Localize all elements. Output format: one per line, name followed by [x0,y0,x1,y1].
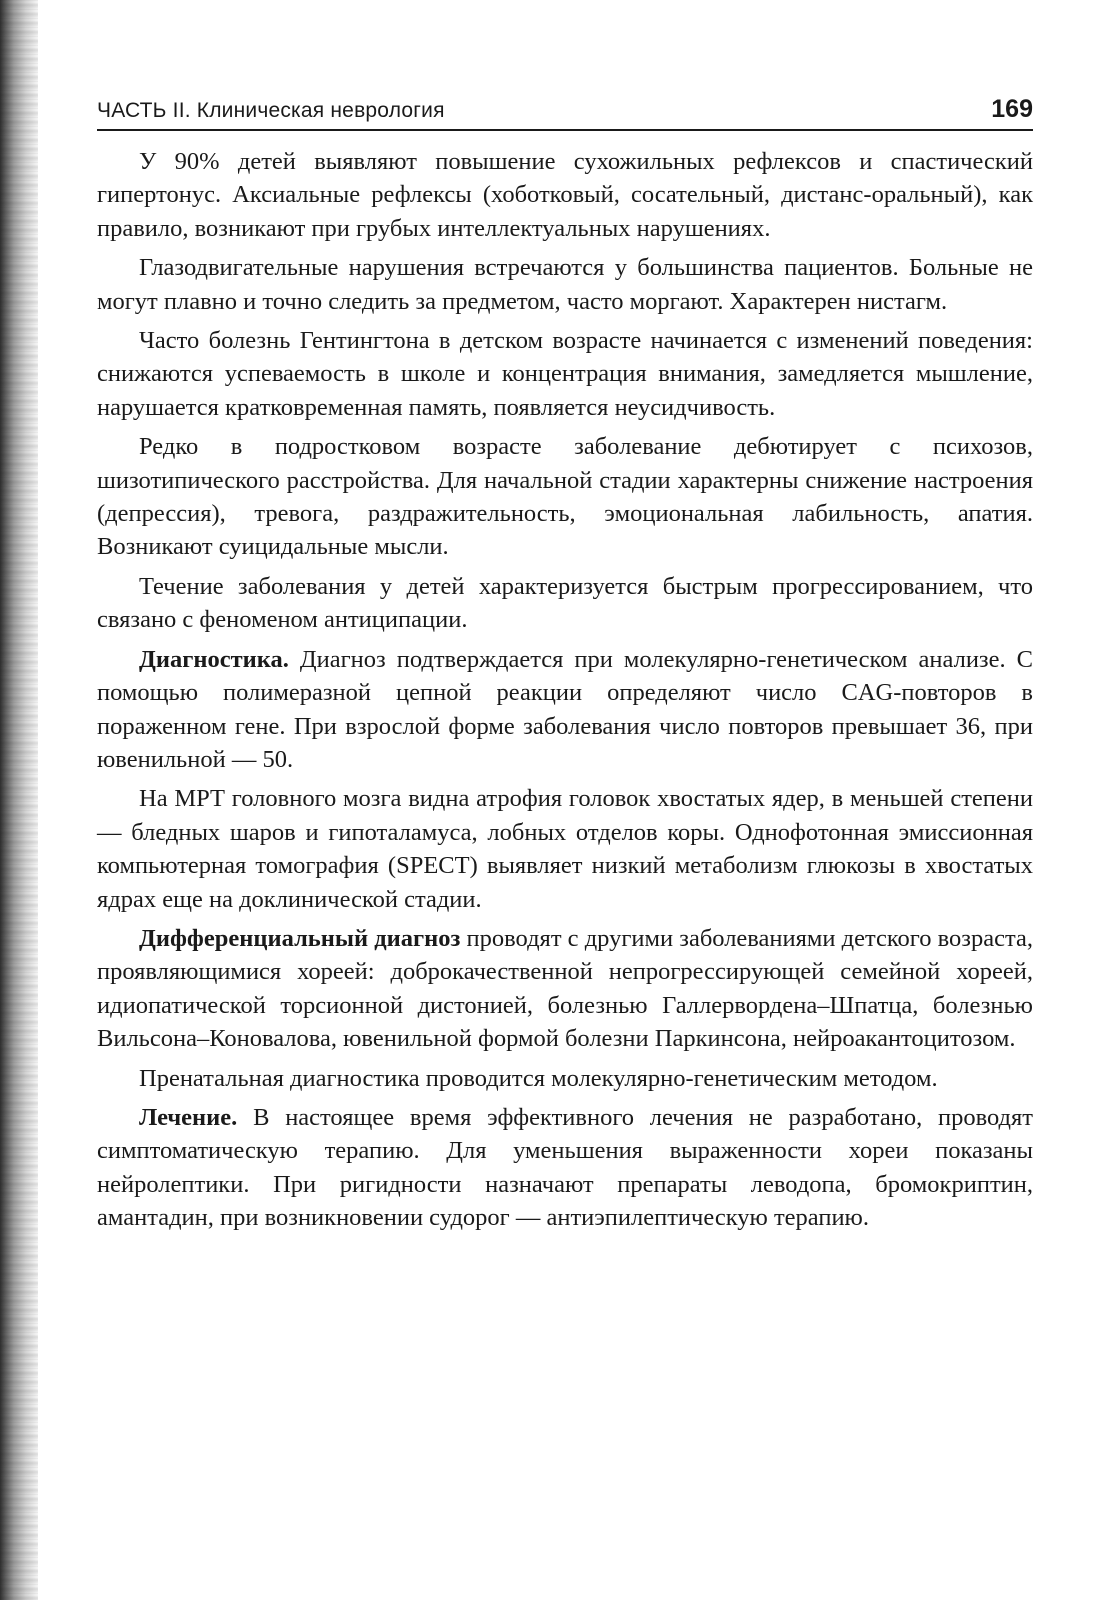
paragraph-text: Редко в подростковом возрасте заболевание дебютирует с психозов, шизотипического расстройства. Для начальной стадии характерны снижение настроения (депрессия), тревога, раздражительность, эмоциональная лабильность, апатия. Возникают суицидальные мысли. [97,433,1033,561]
paragraph-text: Часто болезнь Гентингтона в детском возрасте начинается с изменений поведения: снижаются успеваемость в школе и концентрация внимания, замедляется мышление, нарушается кратковременная память, появляется неусидчивость. [97,327,1033,421]
book-page [97,95,1033,1241]
paragraph-diagnostics [97,643,1033,777]
paragraph [97,145,1033,245]
section-heading-treatment: Лечение. [139,1103,238,1131]
paragraph-text: Пренатальная диагностика проводится молекулярно-генетическим методом. [139,1064,938,1092]
paragraph-text: У 90% детей выявляют повышение сухожильных рефлексов и спастический гипертонус. Аксиальные рефлексы (хоботковый, сосательный, дистанс-оральный), как правило, возникают при грубых интеллектуальных нарушениях. [97,148,1033,242]
paragraph-text: Течение заболевания у детей характеризуется быстрым прогрессированием, что связано с феноменом антиципации. [97,572,1033,634]
page-number: 169 [991,95,1033,123]
paragraph [97,324,1033,424]
scan-shadow-edge [0,0,38,1600]
paragraph-text: проводят с другими заболеваниями детского возраста, проявляющимися хореей: доброкачественной непрогрессирующей семейной хореей, идиопатической торсионной дистонией, болезнью Галлервордена–Шпатца, болезнью Вильсона–Коновалова, ювенильной формой болезни Паркинсона, нейроакантоцитозом. [97,924,1033,1053]
body-text [97,145,1033,1235]
paragraph-text: Диагноз подтверждается при молекулярно-генетическом анализе. С помощью полимеразной цепной реакции определяют число CAG-повторов в пораженном гене. При взрослой форме заболевания число повторов превышает 36, при ювенильной — 50. [97,645,1033,773]
running-title: ЧАСТЬ II. Клиническая неврология [97,99,445,122]
paragraph-text: На МРТ головного мозга видна атрофия головок хвостатых ядер, в меньшей степени — бледных шаров и гипоталамуса, лобных отделов коры. Однофотонная эмиссионная компьютерная томография (SPECT) выявляет низкий метаболизм глюкозы в хвостатых ядрах еще на доклинической стадии. [97,785,1033,913]
paragraph [97,570,1033,637]
paragraph [97,1062,1033,1095]
running-header [97,95,1033,131]
paragraph-text: В настоящее время эффективного лечения не разработано, проводят симптоматическую терапию. Для уменьшения выраженности хореи показаны нейролептики. При ригидности назначают препараты леводопа, бромокриптин, амантадин, при возникновении судорог — антиэпилептическую терапию. [97,1103,1033,1232]
paragraph [97,251,1033,318]
paragraph-differential [97,922,1033,1056]
paragraph-text: Глазодвигательные нарушения встречаются у большинства пациентов. Больные не могут плавно и точно следить за предметом, часто моргают. Характерен нистагм. [97,254,1033,315]
section-heading-diagnostics: Диагностика. [139,645,289,673]
paragraph-treatment [97,1101,1033,1235]
paragraph [97,782,1033,916]
paragraph [97,430,1033,564]
section-heading-differential: Дифференциальный диагноз [139,924,461,952]
